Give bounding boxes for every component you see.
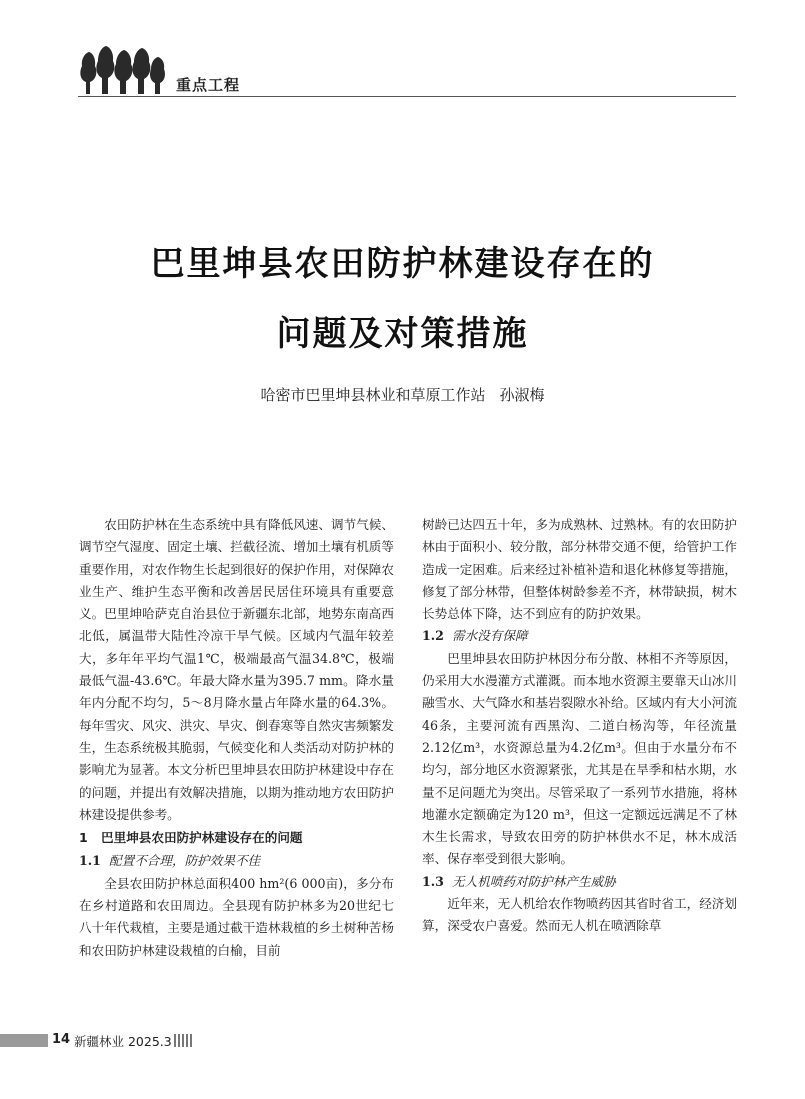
left-column <box>79 514 394 962</box>
paragraph-1-1-continued: 树龄已达四五十年，多为成熟林、过熟林。有的农田防护林由于面积小、较分散，部分林带交通不便，给管护工作造成一定困难。后来经过补植补造和退化林修复等措施，修复了部分林带，但整体树龄参差不齐，林带缺损，树木长势总体下降，达不到应有的防护效果。 <box>422 517 737 622</box>
intro-paragraph: 农田防护林在生态系统中具有降低风速、调节气候、调节空气湿度、固定土壤、拦截径流、增加土壤有机质等重要作用，对农作物生长起到很好的保护作用，对保障农业生产、维护生态平衡和改善居民居住环境具有重要意义。巴里坤哈萨克自治县位于新疆东北部，地势东南高西北低，属温带大陆性冷凉干旱气候。区域内气温年较差大，多年年平均气温1℃，极端最高气温34.8℃，极端最低气温-43.6℃。年最大降水量为395.7 mm。降水量年内分配不均匀，5～8月降水量占年降水量的64.3%。每年雪灾、风灾、洪灾、旱灾、倒春寒等自然灾害频繁发生，生态系统极其脆弱，气候变化和人类活动对防护林的影响尤为显著。本文分析巴里坤县农田防护林建设中存在的问题，并提出有效解决措施，以期为推动地方农田防护林建设提供参考。 <box>79 517 394 822</box>
right-column <box>422 514 737 938</box>
subsection-text: 配置不合理，防护效果不佳 <box>109 853 261 869</box>
section-heading-1 <box>79 827 394 849</box>
section-heading-text: 巴里坤县农田防护林建设存在的问题 <box>101 830 303 846</box>
paragraph-1-2: 巴里坤县农田防护林因分布分散、林相不齐等原因，仍采用大水漫灌方式灌溉。而本地水资源主要靠天山冰川融雪水、大气降水和基岩裂隙水补给。区域内有大小河流46条，主要河流有西黑沟、二道白杨沟等，年径流量2.12亿m³，水资源总量为4.2亿m³。但由于水量分布不均匀，部分地区水资源紧张，尤其是在旱季和枯水期，水量不足问题尤为突出。尽管采取了一系列节水措施，将林地灌水定额确定为120 m³，但这一定额远远满足不了林木生长需求，导致农田旁的防护林供水不足，林木成活率、保存率受到很大影响。 <box>422 650 737 867</box>
article-title-line2: 问题及对策措施 <box>276 314 529 354</box>
page-number: 14 <box>52 1032 71 1047</box>
page-header <box>0 0 805 110</box>
byline <box>0 384 805 405</box>
subsection-number: 1.3 <box>422 873 444 889</box>
subsection-heading-1-2 <box>422 625 737 647</box>
article-title-line1: 巴里坤县农田防护林建设存在的 <box>150 244 655 284</box>
trees-logo-icon <box>78 44 170 96</box>
paragraph-1-1: 全县农田防护林总面积400 hm²(6 000亩)，多分布在乡村道路和农田周边。全县现有防护林多为20世纪七八十年代栽植，主要是通过截干造林栽植的乡土树种苦杨和农田防护林建设栽植的白榆，目前 <box>79 875 394 958</box>
header-rule <box>78 96 736 97</box>
subsection-heading-1-3 <box>422 871 737 893</box>
section-label: 重点工程 <box>176 76 241 94</box>
footer-bar <box>0 1034 48 1047</box>
section-heading-number: 1 <box>79 830 88 846</box>
footer-stripes <box>174 1034 194 1047</box>
page-footer <box>0 1032 805 1050</box>
author: 孙淑梅 <box>499 386 545 404</box>
paragraph-1-3: 近年来，无人机给农作物喷药因其省时省工，经济划算，深受农户喜爱。然而无人机在喷洒除草 <box>422 896 737 934</box>
subsection-heading-1-1 <box>79 850 394 872</box>
journal-name: 新疆林业 2025.3 <box>74 1034 172 1049</box>
subsection-number: 1.2 <box>422 628 444 644</box>
subsection-number: 1.1 <box>79 853 101 869</box>
affiliation: 哈密市巴里坤县林业和草原工作站 <box>260 386 486 404</box>
subsection-text: 无人机喷药对防护林产生威胁 <box>452 873 616 889</box>
subsection-text: 需水没有保障 <box>452 628 528 644</box>
